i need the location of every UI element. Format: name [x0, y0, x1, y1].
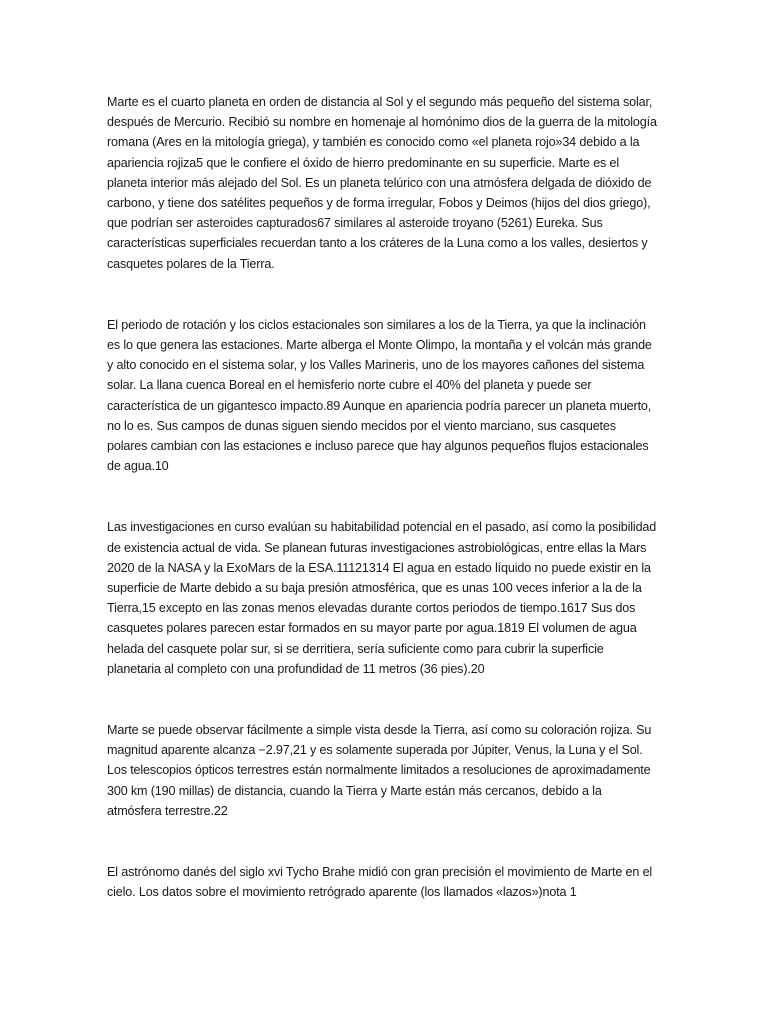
paragraph-1: Marte es el cuarto planeta en orden de distancia al Sol y el segundo más pequeño del sistema solar, después de Mercurio. Recibió su nombre en homenaje al homónimo dios de la guerra de la mitología romana (Ares en la mitología griega), y también es conocido como «el planeta rojo»34 debido a la apariencia rojiza5 que le confiere el óxido de hierro predominante en su superficie. Marte es el planeta interior más alejado del Sol. Es un planeta telúrico con una atmósfera delgada de dióxido de carbono, y tiene dos satélites pequeños y de forma irregular, Fobos y Deimos (hijos del dios griego), que podrían ser asteroides capturados67 similares al asteroide troyano (5261) Eureka. Sus características superficiales recuerdan tanto a los cráteres de la Luna como a los valles, desiertos y casquetes polares de la Tierra. — [107, 95, 657, 271]
paragraph-5: El astrónomo danés del siglo xvi Tycho Brahe midió con gran precisión el movimiento de Marte en el cielo. Los datos sobre el movimiento retrógrado aparente (los llamados «lazos»)nota 1 — [107, 865, 653, 900]
paragraph-2: El periodo de rotación y los ciclos estacionales son similares a los de la Tierra, ya que la inclinación es lo que genera las estaciones. Marte alberga el Monte Olimpo, la montaña y el volcán más grande y alto conocido en el sistema solar, y los Valles Marineris, uno de los mayores cañones del sistema solar. La llana cuenca Boreal en el hemisferio norte cubre el 40% del planeta y puede ser característica de un gigantesco impacto.89 Aunque en apariencia podría parecer un planeta muerto, no lo es. Sus campos de dunas siguen siendo mecidos por el viento marciano, sus casquetes polares cambian con las estaciones e incluso parece que hay algunos pequeños flujos estacionales de agua.10 — [107, 317, 652, 474]
paragraph-4: Marte se puede observar fácilmente a simple vista desde la Tierra, así como su coloración rojiza. Su magnitud aparente alcanza −2.97,21 y es solamente superada por Júpiter, Venus, la Luna y el Sol. Los telescopios ópticos terrestres están normalmente limitados a resoluciones de aproximadamente 300 km (190 millas) de distancia, cuando la Tierra y Marte están más cercanos, debido a la atmósfera terrestre.22 — [107, 723, 652, 818]
document-page — [107, 92, 659, 903]
paragraph-3: Las investigaciones en curso evalúan su habitabilidad potencial en el pasado, así como la posibilidad de existencia actual de vida. Se planean futuras investigaciones astrobiológicas, entre ellas la Mars 2020 de la NASA y la ExoMars de la ESA.11121314 El agua en estado líquido no puede existir en la superficie de Marte debido a su baja presión atmosférica, que es unas 100 veces inferior a la de la Tierra,15 excepto en las zonas menos elevadas durante cortos periodos de tiempo.1617 Sus dos casquetes polares parecen estar formados en su mayor parte por agua.1819 El volumen de agua helada del casquete polar sur, si se derritiera, sería suficiente como para cubrir la superficie planetaria al completo con una profundidad de 11 metros (36 pies).20 — [107, 520, 657, 676]
